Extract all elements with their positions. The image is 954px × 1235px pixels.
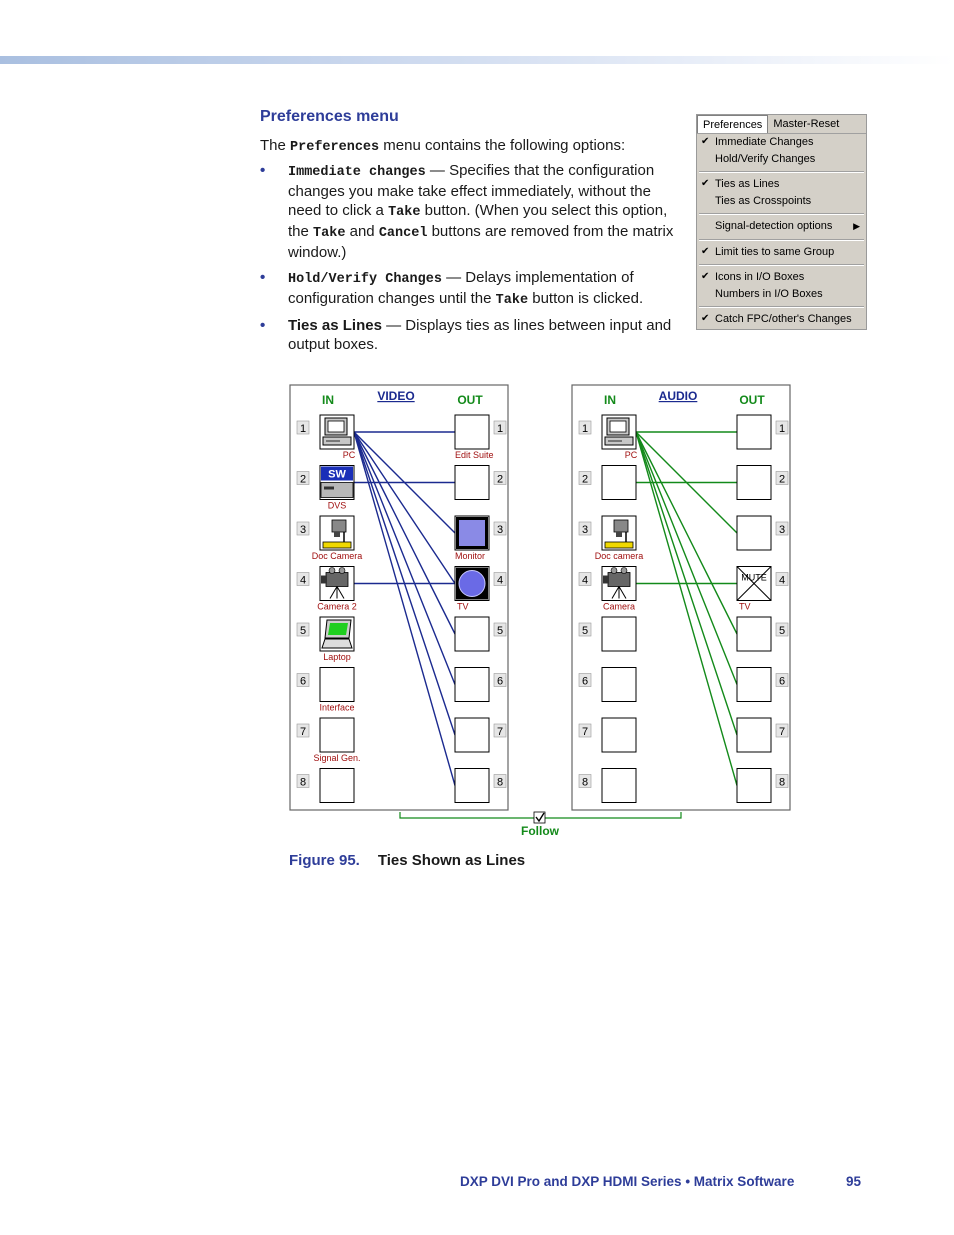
output-number: 6: [496, 675, 504, 688]
output-box[interactable]: [455, 668, 489, 702]
input-number: 6: [581, 675, 589, 688]
output-number: 1: [496, 423, 504, 435]
checkmark-icon: ✔: [701, 136, 710, 147]
output-box[interactable]: [737, 718, 771, 752]
input-name: PC: [342, 450, 356, 460]
output-number: 1: [778, 423, 786, 435]
input-box[interactable]: [602, 718, 636, 752]
output-box[interactable]: [455, 718, 489, 752]
output-box[interactable]: [737, 769, 771, 803]
input-number: 6: [299, 675, 307, 688]
menu-item[interactable]: [697, 176, 866, 193]
output-number: 7: [778, 726, 786, 738]
input-name: Interface: [319, 702, 355, 713]
pc-icon: [323, 418, 351, 445]
menu-item[interactable]: [697, 151, 866, 168]
menu-item[interactable]: [697, 244, 866, 261]
checkmark-icon: ✔: [701, 313, 710, 324]
input-name: DVS: [327, 500, 347, 511]
input-number: 5: [299, 625, 307, 637]
input-name: Camera 2: [317, 601, 357, 612]
output-number: 5: [496, 625, 504, 637]
input-name: PC: [624, 450, 638, 460]
input-box[interactable]: [602, 466, 636, 500]
output-box[interactable]: [737, 516, 771, 550]
list-item: • Hold/Verify Changes — Delays implementation of configuration changes until the Take button is clicked.: [260, 269, 644, 308]
menu-item-label: Limit ties to same Group: [715, 245, 835, 258]
list-item: • Ties as Lines — Displays ties as lines between input and output boxes.: [260, 317, 672, 353]
menu-item-label: Catch FPC/other's Changes: [715, 313, 852, 325]
svg-text:MUTE: MUTE: [741, 572, 767, 583]
input-number: 2: [581, 473, 589, 486]
input-box[interactable]: [602, 617, 636, 651]
output-number: 2: [778, 473, 786, 486]
figure-number: Figure 95.: [289, 852, 360, 869]
panel-type-label: AUDIO: [658, 389, 698, 403]
input-number: 7: [581, 726, 589, 738]
input-name: Camera: [602, 601, 636, 612]
tv-icon: [456, 568, 488, 600]
menu-preferences[interactable]: Preferences: [697, 115, 768, 133]
menu-item[interactable]: [697, 218, 866, 235]
input-box[interactable]: [320, 668, 354, 702]
page-number: 95: [846, 1174, 862, 1189]
section-heading: Preferences menu: [260, 108, 399, 125]
menu-item[interactable]: [697, 134, 866, 151]
input-box[interactable]: [320, 769, 354, 803]
matrix-figure: [285, 380, 805, 845]
pc-icon: [605, 418, 633, 445]
output-box[interactable]: [737, 415, 771, 449]
input-box[interactable]: [320, 718, 354, 752]
out-label: OUT: [739, 393, 765, 407]
input-number: 4: [581, 574, 589, 587]
menu-item[interactable]: [697, 286, 866, 303]
output-number: 3: [778, 524, 786, 536]
menu-item-label: Immediate Changes: [715, 136, 814, 148]
input-box[interactable]: [602, 769, 636, 803]
checkmark-icon: ✔: [701, 245, 710, 257]
checkmark-icon: ✔: [701, 271, 710, 282]
output-number: 2: [496, 473, 504, 486]
list-item: • Immediate changes — Specifies that the configuration changes you make take effect immediately, without the need to click a Take button. (When you select this option, the Take and Cancel buttons are removed from the matrix window.): [260, 162, 674, 261]
output-name: Edit Suite: [455, 450, 494, 460]
menu-separator: [699, 306, 864, 308]
menu-separator: [699, 264, 864, 266]
menu-separator: [699, 171, 864, 173]
input-number: 2: [299, 473, 307, 486]
laptop-icon: [322, 620, 352, 648]
header-gradient-bar: [0, 56, 954, 64]
panel-type-label: VIDEO: [377, 389, 415, 403]
input-name: Laptop: [323, 652, 351, 662]
input-number: 8: [581, 776, 589, 789]
output-number: 8: [496, 776, 504, 789]
menu-item[interactable]: [697, 311, 866, 328]
input-number: 8: [299, 776, 307, 789]
in-label: IN: [604, 393, 616, 407]
submenu-arrow-icon: ▶: [853, 221, 860, 231]
output-number: 4: [778, 574, 786, 587]
in-label: IN: [322, 393, 334, 407]
output-number: 6: [778, 675, 786, 688]
input-box[interactable]: [602, 668, 636, 702]
menu-item-label: Icons in I/O Boxes: [715, 271, 805, 283]
menu-item[interactable]: [697, 269, 866, 286]
output-name: TV: [739, 601, 751, 612]
footer-title: DXP DVI Pro and DXP HDMI Series • Matrix Software: [460, 1174, 795, 1189]
bullet-icon: •: [260, 162, 266, 179]
output-box[interactable]: [455, 617, 489, 651]
monitor-icon: [456, 517, 488, 549]
follow-label: Follow: [521, 824, 559, 838]
output-box[interactable]: [737, 466, 771, 500]
output-box[interactable]: [455, 466, 489, 500]
bullet-icon: •: [260, 317, 266, 334]
output-number: 7: [496, 726, 504, 738]
menu-master-reset[interactable]: Master-Reset: [773, 118, 840, 130]
output-name: Monitor: [455, 551, 486, 561]
out-label: OUT: [457, 393, 483, 407]
output-number: 8: [778, 776, 786, 789]
output-number: 5: [778, 625, 786, 637]
menu-item-label: Ties as Crosspoints: [715, 194, 812, 207]
checkmark-icon: ✔: [701, 178, 710, 189]
output-number: 4: [496, 574, 504, 587]
preferences-menu-screenshot: [696, 114, 867, 330]
input-number: 5: [581, 625, 589, 637]
menu-bar: [697, 115, 866, 134]
svg-text:SW: SW: [328, 468, 346, 481]
options-list: [260, 161, 685, 360]
output-box[interactable]: [455, 769, 489, 803]
input-name: Doc camera: [594, 551, 644, 561]
input-number: 1: [299, 423, 307, 435]
menu-separator: [699, 239, 864, 241]
bullet-icon: •: [260, 269, 266, 286]
figure-title: Ties Shown as Lines: [377, 852, 526, 869]
input-name: Doc Camera: [311, 551, 363, 561]
menu-item[interactable]: [697, 193, 866, 210]
menu-item-label: Signal-detection options: [715, 220, 833, 232]
intro-paragraph: The Preferences menu contains the following options:: [260, 137, 626, 155]
input-number: 3: [299, 524, 307, 536]
output-name: TV: [457, 601, 469, 612]
output-box[interactable]: [737, 617, 771, 651]
menu-items: [697, 134, 866, 328]
input-number: 7: [299, 726, 307, 738]
output-box[interactable]: [737, 668, 771, 702]
output-box[interactable]: [455, 415, 489, 449]
menu-item-label: Ties as Lines: [715, 178, 780, 190]
input-number: 3: [581, 524, 589, 536]
menu-item-label: Numbers in I/O Boxes: [715, 287, 823, 300]
input-number: 1: [581, 423, 589, 435]
menu-item-label: Hold/Verify Changes: [715, 152, 816, 165]
input-number: 4: [299, 574, 307, 587]
output-number: 3: [496, 524, 504, 536]
figure-caption: [289, 852, 525, 869]
input-name: Signal Gen.: [313, 753, 361, 763]
menu-separator: [699, 213, 864, 215]
